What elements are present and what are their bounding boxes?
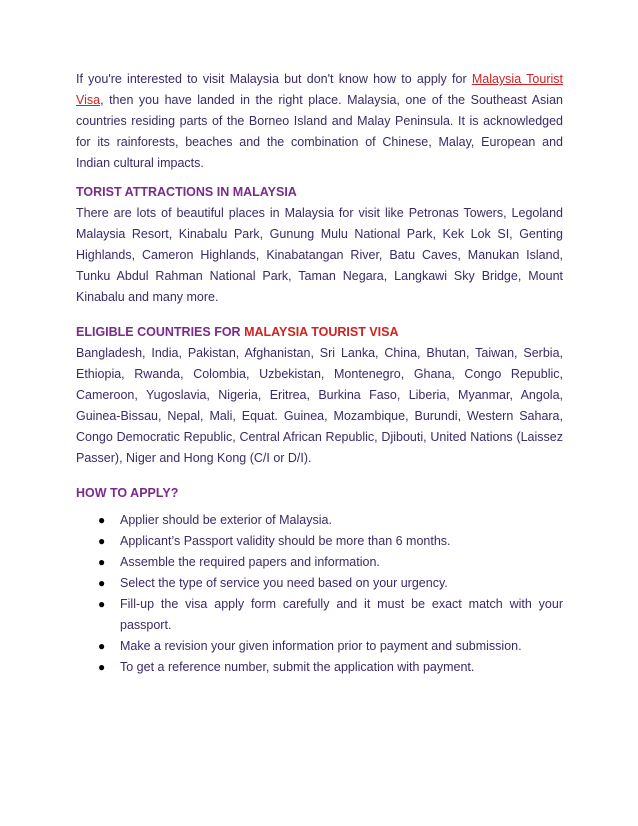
bullet-icon: ●: [98, 576, 106, 590]
list-item: ● Applier should be exterior of Malaysia.: [120, 510, 563, 531]
bullet-icon: ●: [98, 660, 106, 674]
how-to-apply-list: [76, 510, 563, 678]
list-item: ● Fill-up the visa apply form carefully and it must be exact match with your passport.: [120, 594, 563, 636]
intro-paragraph: [76, 69, 563, 174]
how-to-apply-heading: HOW TO APPLY?: [76, 486, 179, 500]
bullet-icon: ●: [98, 597, 106, 611]
attractions-paragraph: There are lots of beautiful places in Malaysia for visit like Petronas Towers, Legoland Malaysia Resort, Kinabalu Park, Gunung Mulu National Park, Kek Lok SI, Genting Highlands, Cameron Highlands, Kinabatangan River, Batu Caves, Manukan Island, Tunku Abdul Rahman National Park, Taman Negara, Langkawi Sky Bridge, Mount Kinabalu and many more.: [76, 206, 563, 304]
bullet-icon: ●: [98, 513, 106, 527]
intro-text-after-link: , then you have landed in the right place. Malaysia, one of the Southeast Asian countries residing parts of the Borneo Island and Malay Peninsula. It is acknowledged for its rainforests, beaches and the combination of Chinese, Malay, European and Indian cultural impacts.: [76, 93, 563, 170]
bullet-icon: ●: [98, 534, 106, 548]
attractions-heading: TORIST ATTRACTIONS IN MALAYSIA: [76, 185, 297, 199]
eligible-heading-prefix: ELIGIBLE COUNTRIES FOR: [76, 325, 245, 339]
eligible-countries-heading: [76, 322, 563, 343]
bullet-icon: ●: [98, 639, 106, 653]
list-item: ● Make a revision your given information prior to payment and submission.: [120, 636, 563, 657]
list-item: ● Applicant’s Passport validity should be more than 6 months.: [120, 531, 563, 552]
list-item: ● To get a reference number, submit the application with payment.: [120, 657, 563, 678]
eligible-heading-highlight: MALAYSIA TOURIST VISA: [244, 325, 399, 339]
document-page: [76, 69, 563, 678]
bullet-icon: ●: [98, 555, 106, 569]
eligible-countries-paragraph: Bangladesh, India, Pakistan, Afghanistan, Sri Lanka, China, Bhutan, Taiwan, Serbia, Ethiopia, Rwanda, Colombia, Uzbekistan, Montenegro, Ghana, Congo Republic, Cameroon, Yugoslavia, Nigeria, Eritrea, Burkina Faso, Liberia, Myanmar, Angola, Guinea-Bissau, Nepal, Mali, Equat. Guinea, Mozambique, Burundi, Western Sahara, Congo Democratic Republic, Central African Republic, Djibouti, United Nations (Laissez Passer), Niger and Hong Kong (C/I or D/I).: [76, 346, 563, 465]
list-item: ● Assemble the required papers and information.: [120, 552, 563, 573]
list-item: ● Select the type of service you need based on your urgency.: [120, 573, 563, 594]
malaysia-tourist-visa-link[interactable]: Malaysia Tourist Visa: [76, 72, 563, 107]
intro-text-before-link: If you're interested to visit Malaysia but don't know how to apply for: [76, 72, 472, 86]
